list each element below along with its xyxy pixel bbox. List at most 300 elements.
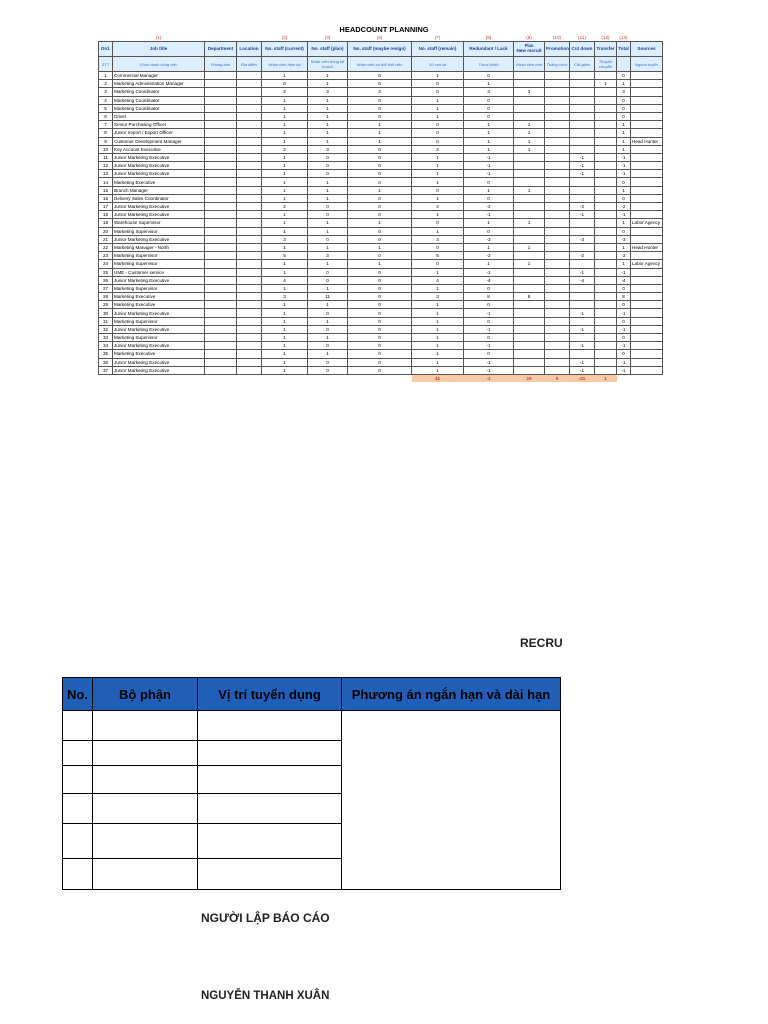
- row-ord: 21: [99, 235, 113, 243]
- row-promotion: [545, 129, 570, 137]
- row-source: [631, 153, 663, 161]
- row-redundant: -1: [464, 366, 514, 374]
- subheader-department: Phòng ban: [205, 57, 237, 72]
- row-cut-down: -2: [570, 252, 595, 260]
- row-plan: 1: [308, 129, 348, 137]
- row-current: 1: [262, 112, 308, 120]
- row-promotion: [545, 366, 570, 374]
- row-promotion: [545, 260, 570, 268]
- row-plan: 1: [308, 96, 348, 104]
- row-remain: 3: [412, 293, 464, 301]
- row-redundant: 0: [464, 227, 514, 235]
- row-source: [631, 211, 663, 219]
- row-redundant: -3: [464, 235, 514, 243]
- table-row: [99, 104, 663, 112]
- row-plan: 1: [308, 334, 348, 342]
- row-department: [205, 317, 237, 325]
- row-plan: 0: [308, 170, 348, 178]
- row-plan: 0: [308, 235, 348, 243]
- row-new-recruit: [514, 96, 545, 104]
- table-row: [99, 153, 663, 161]
- row-promotion: [545, 284, 570, 292]
- row-maybe-resign: 0: [348, 178, 412, 186]
- row-maybe-resign: 1: [348, 186, 412, 194]
- row-location: [237, 112, 262, 120]
- row-transfer: [595, 301, 617, 309]
- row-ord: 11: [99, 153, 113, 161]
- column-number: (4): [376, 35, 383, 40]
- row-job-title: Junior Marketing Executive: [113, 211, 205, 219]
- row-plan: 1: [308, 317, 348, 325]
- recruitment-cell-position[interactable]: [198, 711, 342, 741]
- row-ord: 24: [99, 260, 113, 268]
- recruitment-cell-no[interactable]: [63, 824, 93, 859]
- row-remain: 1: [412, 309, 464, 317]
- row-maybe-resign: 3: [348, 88, 412, 96]
- subheader-maybe-resign: Nhân viên có thể thôi việc: [348, 57, 412, 72]
- row-total: 0: [617, 284, 631, 292]
- row-promotion: [545, 301, 570, 309]
- row-plan: 0: [308, 162, 348, 170]
- row-location: [237, 80, 262, 88]
- recruitment-cell-position[interactable]: [198, 824, 342, 859]
- row-current: 1: [262, 137, 308, 145]
- row-total: -1: [617, 211, 631, 219]
- row-department: [205, 252, 237, 260]
- recruitment-header-position: Vị trí tuyển dụng: [198, 678, 342, 711]
- row-new-recruit: 1: [514, 186, 545, 194]
- row-ord: 9: [99, 137, 113, 145]
- row-cut-down: -1: [570, 170, 595, 178]
- subheader-cut-down: Cắt giảm: [570, 57, 595, 72]
- column-number: (1): [155, 35, 162, 40]
- row-maybe-resign: 1: [348, 260, 412, 268]
- column-number: (12): [601, 35, 610, 40]
- row-total: -1: [617, 170, 631, 178]
- subheader-current: Nhân viên hiện tại: [262, 57, 308, 72]
- row-current: 1: [262, 96, 308, 104]
- total-empty: [617, 374, 631, 382]
- row-location: [237, 88, 262, 96]
- row-new-recruit: [514, 170, 545, 178]
- recruitment-cell-no[interactable]: [63, 741, 93, 766]
- row-current: 1: [262, 366, 308, 374]
- table-row: [99, 211, 663, 219]
- row-current: 4: [262, 276, 308, 284]
- row-ord: 4: [99, 96, 113, 104]
- row-plan: 11: [308, 293, 348, 301]
- subheader-plan: Nhân viên trong kế hoạch: [308, 57, 348, 72]
- row-ord: 26: [99, 276, 113, 284]
- row-location: [237, 137, 262, 145]
- total-empty: [348, 374, 412, 382]
- recruitment-cell-department[interactable]: [93, 766, 198, 794]
- row-remain: 1: [412, 342, 464, 350]
- row-remain: 0: [412, 243, 464, 251]
- row-total: -1: [617, 366, 631, 374]
- row-ord: 5: [99, 104, 113, 112]
- row-location: [237, 243, 262, 251]
- row-job-title: Junior Marketing Executive: [113, 170, 205, 178]
- row-new-recruit: [514, 80, 545, 88]
- row-total: -1: [617, 342, 631, 350]
- recruitment-cell-no[interactable]: [63, 794, 93, 824]
- row-redundant: 1: [464, 129, 514, 137]
- row-ord: 29: [99, 301, 113, 309]
- row-transfer: [595, 293, 617, 301]
- row-redundant: 1: [464, 219, 514, 227]
- row-current: 1: [262, 325, 308, 333]
- row-current: 2: [262, 145, 308, 153]
- row-current: 1: [262, 72, 308, 80]
- header-row: [99, 42, 663, 57]
- recruitment-header-department: Bộ phận: [93, 678, 198, 711]
- row-promotion: [545, 268, 570, 276]
- recruitment-cell-department[interactable]: [93, 794, 198, 824]
- row-ord: 35: [99, 350, 113, 358]
- row-transfer: [595, 317, 617, 325]
- row-redundant: 0: [464, 178, 514, 186]
- recruitment-cell-no[interactable]: [63, 766, 93, 794]
- row-redundant: 3: [464, 88, 514, 96]
- column-number: (9): [526, 35, 532, 40]
- recruitment-cell-department[interactable]: [93, 859, 198, 890]
- row-remain: 1: [412, 366, 464, 374]
- row-plan: 0: [308, 325, 348, 333]
- row-job-title: Marketing Executive: [113, 178, 205, 186]
- row-plan: 1: [308, 243, 348, 251]
- row-location: [237, 317, 262, 325]
- row-redundant: -1: [464, 211, 514, 219]
- row-total: 1: [617, 137, 631, 145]
- row-location: [237, 153, 262, 161]
- row-total: 0: [617, 194, 631, 202]
- row-source: [631, 252, 663, 260]
- row-new-recruit: [514, 309, 545, 317]
- row-department: [205, 219, 237, 227]
- row-location: [237, 170, 262, 178]
- row-current: 1: [262, 194, 308, 202]
- row-transfer: [595, 358, 617, 366]
- row-transfer: [595, 334, 617, 342]
- total-pr: 0: [545, 374, 570, 382]
- row-source: [631, 186, 663, 194]
- row-location: [237, 104, 262, 112]
- row-department: [205, 366, 237, 374]
- row-ord: 18: [99, 211, 113, 219]
- row-current: 1: [262, 121, 308, 129]
- row-total: -1: [617, 268, 631, 276]
- row-job-title: Delivery Sales Coordinator: [113, 194, 205, 202]
- table-row: [99, 121, 663, 129]
- subheader-location: Địa điểm: [237, 57, 262, 72]
- row-department: [205, 334, 237, 342]
- row-maybe-resign: 0: [348, 317, 412, 325]
- row-current: 1: [262, 301, 308, 309]
- row-redundant: -1: [464, 358, 514, 366]
- table-row: [99, 203, 663, 211]
- row-job-title: Junior Marketing Executive: [113, 276, 205, 284]
- row-job-title: Marketing Supervisor: [113, 334, 205, 342]
- subheader-ord: STT: [99, 57, 113, 72]
- row-job-title: Marketing Supervisor: [113, 227, 205, 235]
- column-number: [205, 34, 237, 42]
- row-source: [631, 80, 663, 88]
- table-row: [99, 112, 663, 120]
- row-current: 1: [262, 129, 308, 137]
- row-source: [631, 170, 663, 178]
- row-location: [237, 252, 262, 260]
- total-red: -1: [464, 374, 514, 382]
- row-transfer: [595, 186, 617, 194]
- row-remain: 1: [412, 162, 464, 170]
- row-location: [237, 219, 262, 227]
- row-ord: 37: [99, 366, 113, 374]
- row-redundant: 0: [464, 301, 514, 309]
- row-total: 0: [617, 317, 631, 325]
- header-maybe-resign: No. staff (maybe resign): [348, 42, 412, 57]
- row-maybe-resign: 0: [348, 96, 412, 104]
- row-source: Head Hunter: [631, 243, 663, 251]
- row-total: 0: [617, 301, 631, 309]
- subheader-promotion: Thăng chức: [545, 57, 570, 72]
- row-redundant: 1: [464, 145, 514, 153]
- row-job-title: Senior Purchasing Officer: [113, 121, 205, 129]
- row-new-recruit: 1: [514, 137, 545, 145]
- row-cut-down: [570, 284, 595, 292]
- row-source: Labor Agency: [631, 260, 663, 268]
- row-total: -2: [617, 252, 631, 260]
- row-location: [237, 260, 262, 268]
- row-current: 2: [262, 203, 308, 211]
- header-new-recruit: [514, 42, 545, 57]
- total-empty: [308, 374, 348, 382]
- row-job-title: Marketing Administration Manager: [113, 80, 205, 88]
- row-department: [205, 112, 237, 120]
- row-department: [205, 350, 237, 358]
- row-job-title: Junior Marketing Executive: [113, 342, 205, 350]
- row-ord: 19: [99, 219, 113, 227]
- row-maybe-resign: 0: [348, 170, 412, 178]
- reporter-name: NGUYỄN THANH XUÂN: [201, 990, 330, 1002]
- row-job-title: Marketing Supervisor: [113, 252, 205, 260]
- row-promotion: [545, 96, 570, 104]
- row-plan: 3: [308, 252, 348, 260]
- row-ord: 22: [99, 243, 113, 251]
- column-number: (11): [578, 35, 586, 40]
- row-ord: 33: [99, 334, 113, 342]
- row-department: [205, 137, 237, 145]
- row-cut-down: -2: [570, 203, 595, 211]
- row-transfer: [595, 211, 617, 219]
- header-total: Total: [617, 42, 631, 57]
- row-total: 1: [617, 260, 631, 268]
- row-location: [237, 203, 262, 211]
- row-location: [237, 366, 262, 374]
- recruitment-cell-no[interactable]: [63, 859, 93, 890]
- reporter-label: NGƯỜI LẬP BÁO CÁO: [201, 911, 330, 925]
- row-new-recruit: 1: [514, 129, 545, 137]
- row-new-recruit: 1: [514, 145, 545, 153]
- row-total: 1: [617, 145, 631, 153]
- row-promotion: [545, 112, 570, 120]
- row-location: [237, 162, 262, 170]
- row-remain: 1: [412, 358, 464, 366]
- row-source: [631, 178, 663, 186]
- row-source: [631, 112, 663, 120]
- table-row: [99, 235, 663, 243]
- row-plan: 1: [308, 284, 348, 292]
- row-remain: 0: [412, 121, 464, 129]
- row-ord: 23: [99, 252, 113, 260]
- row-promotion: [545, 293, 570, 301]
- row-source: Head Hunter: [631, 137, 663, 145]
- row-remain: 1: [412, 211, 464, 219]
- total-empty: [237, 374, 262, 382]
- row-job-title: Commercial Manager: [113, 72, 205, 80]
- row-total: 1: [617, 243, 631, 251]
- row-transfer: 1: [595, 80, 617, 88]
- row-cut-down: -1: [570, 342, 595, 350]
- row-remain: 1: [412, 178, 464, 186]
- table-row: [99, 96, 663, 104]
- table-row: [99, 145, 663, 153]
- recruitment-cell-no[interactable]: [63, 711, 93, 741]
- recruitment-cell-department[interactable]: [93, 824, 198, 859]
- row-maybe-resign: 0: [348, 112, 412, 120]
- row-promotion: [545, 243, 570, 251]
- row-redundant: 0: [464, 104, 514, 112]
- row-ord: 7: [99, 121, 113, 129]
- row-cut-down: [570, 186, 595, 194]
- row-maybe-resign: 0: [348, 235, 412, 243]
- row-ord: 2: [99, 80, 113, 88]
- row-total: 1: [617, 121, 631, 129]
- row-source: [631, 317, 663, 325]
- row-cut-down: [570, 88, 595, 96]
- row-job-title: Marketing Supervisor: [113, 260, 205, 268]
- recruitment-cell-position[interactable]: [198, 741, 342, 766]
- recruitment-cell-position[interactable]: [198, 794, 342, 824]
- row-maybe-resign: 0: [348, 203, 412, 211]
- row-transfer: [595, 309, 617, 317]
- row-plan: 0: [308, 276, 348, 284]
- row-source: [631, 72, 663, 80]
- recruitment-header-plan: Phương án ngắn hạn và dài hạn: [342, 678, 561, 711]
- subheader-transfer: Thuyên chuyển: [595, 57, 617, 72]
- row-cut-down: [570, 96, 595, 104]
- row-cut-down: -1: [570, 325, 595, 333]
- row-transfer: [595, 137, 617, 145]
- row-cut-down: [570, 137, 595, 145]
- row-redundant: 1: [464, 186, 514, 194]
- row-department: [205, 342, 237, 350]
- row-new-recruit: [514, 104, 545, 112]
- recruitment-cell-plan[interactable]: [342, 711, 561, 890]
- row-location: [237, 227, 262, 235]
- recruitment-header-no: No.: [63, 678, 93, 711]
- subheader-total: [617, 57, 631, 72]
- recruitment-cell-position[interactable]: [198, 859, 342, 890]
- row-location: [237, 325, 262, 333]
- row-plan: 1: [308, 227, 348, 235]
- row-department: [205, 153, 237, 161]
- row-cut-down: -4: [570, 276, 595, 284]
- total-empty: [99, 374, 113, 382]
- row-new-recruit: [514, 211, 545, 219]
- row-transfer: [595, 243, 617, 251]
- row-cut-down: [570, 350, 595, 358]
- total-remain: 41: [412, 374, 464, 382]
- row-source: [631, 276, 663, 284]
- row-ord: 27: [99, 284, 113, 292]
- row-plan: 0: [308, 358, 348, 366]
- row-promotion: [545, 358, 570, 366]
- row-plan: 1: [308, 137, 348, 145]
- row-transfer: [595, 342, 617, 350]
- column-number: [99, 34, 113, 42]
- row-location: [237, 342, 262, 350]
- row-transfer: [595, 260, 617, 268]
- row-current: 1: [262, 284, 308, 292]
- row-cut-down: [570, 129, 595, 137]
- row-promotion: [545, 162, 570, 170]
- row-department: [205, 235, 237, 243]
- row-remain: 5: [412, 252, 464, 260]
- row-maybe-resign: 0: [348, 153, 412, 161]
- row-remain: 1: [412, 104, 464, 112]
- row-department: [205, 227, 237, 235]
- row-new-recruit: [514, 268, 545, 276]
- row-new-recruit: [514, 227, 545, 235]
- row-location: [237, 194, 262, 202]
- row-new-recruit: [514, 153, 545, 161]
- recruitment-cell-department[interactable]: [93, 741, 198, 766]
- row-cut-down: [570, 260, 595, 268]
- row-source: [631, 342, 663, 350]
- row-plan: 1: [308, 178, 348, 186]
- row-current: 1: [262, 153, 308, 161]
- row-department: [205, 96, 237, 104]
- header-redundant: Redundant / Lack: [464, 42, 514, 57]
- row-job-title: Junior Marketing Executive: [113, 162, 205, 170]
- row-promotion: [545, 317, 570, 325]
- row-new-recruit: 8: [514, 293, 545, 301]
- row-source: [631, 284, 663, 292]
- header-new-recruit-label: New recruit: [516, 48, 542, 54]
- row-cut-down: -1: [570, 153, 595, 161]
- total-nr: 19: [514, 374, 545, 382]
- recruitment-table: [62, 677, 561, 890]
- row-total: 0: [617, 227, 631, 235]
- row-maybe-resign: 0: [348, 284, 412, 292]
- row-location: [237, 145, 262, 153]
- row-ord: 36: [99, 358, 113, 366]
- row-remain: 1: [412, 325, 464, 333]
- row-cut-down: [570, 112, 595, 120]
- table-row: [99, 80, 663, 88]
- row-source: [631, 162, 663, 170]
- header-cut-down: Cut down: [570, 42, 595, 57]
- row-maybe-resign: 0: [348, 145, 412, 153]
- column-number-row: [99, 34, 663, 42]
- recruitment-cell-position[interactable]: [198, 766, 342, 794]
- row-remain: 1: [412, 153, 464, 161]
- row-source: [631, 309, 663, 317]
- recruitment-cell-department[interactable]: [93, 711, 198, 741]
- row-ord: 16: [99, 194, 113, 202]
- row-new-recruit: 3: [514, 88, 545, 96]
